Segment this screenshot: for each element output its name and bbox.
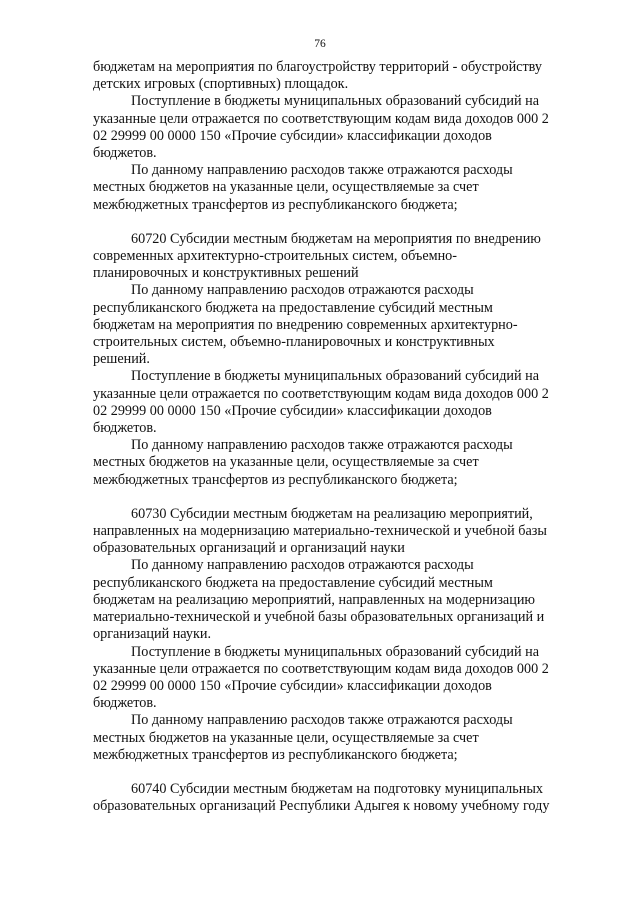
paragraph-gap [93, 764, 581, 781]
text-line: Поступление в бюджеты муниципальных образований субсидий на [131, 368, 540, 385]
text-line: решений. [93, 351, 150, 368]
text-line: 60740 Субсидии местным бюджетам на подготовку муниципальных [131, 780, 543, 797]
text-line: межбюджетных трансфертов из республиканского бюджета; [93, 746, 458, 763]
text-line: Поступление в бюджеты муниципальных образований субсидий на [131, 93, 540, 110]
text-line: указанные цели отражается по соответствующим кодам вида доходов 000 2 [93, 110, 549, 127]
text-line: По данному направлению расходов также отражаются расходы [131, 437, 513, 454]
paragraph [93, 59, 581, 93]
paragraph [93, 162, 581, 214]
text-line: республиканского бюджета на предоставление субсидий местным [93, 299, 493, 316]
text-line: межбюджетных трансфертов из республиканского бюджета; [93, 196, 458, 213]
text-line: организаций науки. [93, 626, 212, 643]
text-line: современных архитектурно-строительных систем, объемно- [93, 248, 458, 265]
paragraph [93, 781, 581, 815]
text-line: По данному направлению расходов отражаются расходы [131, 557, 474, 574]
text-line: бюджетов. [93, 695, 157, 712]
text-line: детских игровых (спортивных) площадок. [93, 76, 349, 93]
text-line: строительных систем, объемно-планировочных и конструктивных [93, 334, 495, 351]
text-line: бюджетам на мероприятия по внедрению современных архитектурно- [93, 316, 518, 333]
paragraph [93, 712, 581, 764]
paragraph [93, 506, 581, 558]
text-line: По данному направлению расходов также отражаются расходы [131, 712, 513, 729]
text-line: местных бюджетов на указанные цели, осуществляемые за счет [93, 729, 479, 746]
text-line: бюджетам на реализацию мероприятий, направленных на модернизацию [93, 591, 536, 608]
paragraph-gap [93, 214, 581, 231]
text-line: По данному направлению расходов также отражаются расходы [131, 162, 513, 179]
text-line: бюджетов. [93, 145, 157, 162]
text-line: указанные цели отражается по соответствующим кодам вида доходов 000 2 [93, 385, 549, 402]
text-line: образовательных организаций Республики Адыгея к новому учебному году [93, 798, 550, 815]
text-line: республиканского бюджета на предоставление субсидий местным [93, 574, 493, 591]
text-line: указанные цели отражается по соответствующим кодам вида доходов 000 2 [93, 660, 549, 677]
text-line: 60730 Субсидии местным бюджетам на реализацию мероприятий, [131, 505, 533, 522]
text-line: межбюджетных трансфертов из республиканского бюджета; [93, 471, 458, 488]
paragraph [93, 93, 581, 162]
text-line: направленных на модернизацию материально-технической и учебной базы [93, 523, 547, 540]
paragraph [93, 368, 581, 437]
text-line: местных бюджетов на указанные цели, осуществляемые за счет [93, 454, 479, 471]
text-line: 60720 Субсидии местным бюджетам на мероприятия по внедрению [131, 230, 541, 247]
paragraph [93, 644, 581, 713]
text-line: местных бюджетов на указанные цели, осуществляемые за счет [93, 179, 479, 196]
text-line: образовательных организаций и организаций науки [93, 540, 405, 557]
text-line: 02 29999 00 0000 150 «Прочие субсидии» классификации доходов [93, 127, 492, 144]
text-line: бюджетов. [93, 420, 157, 437]
text-line: 02 29999 00 0000 150 «Прочие субсидии» классификации доходов [93, 402, 492, 419]
text-line: Поступление в бюджеты муниципальных образований субсидий на [131, 643, 540, 660]
text-line: бюджетам на мероприятия по благоустройству территорий - обустройству [93, 59, 542, 75]
paragraph [93, 231, 581, 283]
paragraph [93, 437, 581, 489]
document-body [93, 59, 581, 815]
text-line: По данному направлению расходов отражаются расходы [131, 282, 474, 299]
page-number: 76 [314, 38, 326, 50]
paragraph [93, 557, 581, 643]
paragraph-gap [93, 489, 581, 506]
text-line: 02 29999 00 0000 150 «Прочие субсидии» классификации доходов [93, 677, 492, 694]
text-line: планировочных и конструктивных решений [93, 265, 359, 282]
text-line: материально-технической и учебной базы образовательных организаций и [93, 609, 545, 626]
paragraph [93, 282, 581, 368]
